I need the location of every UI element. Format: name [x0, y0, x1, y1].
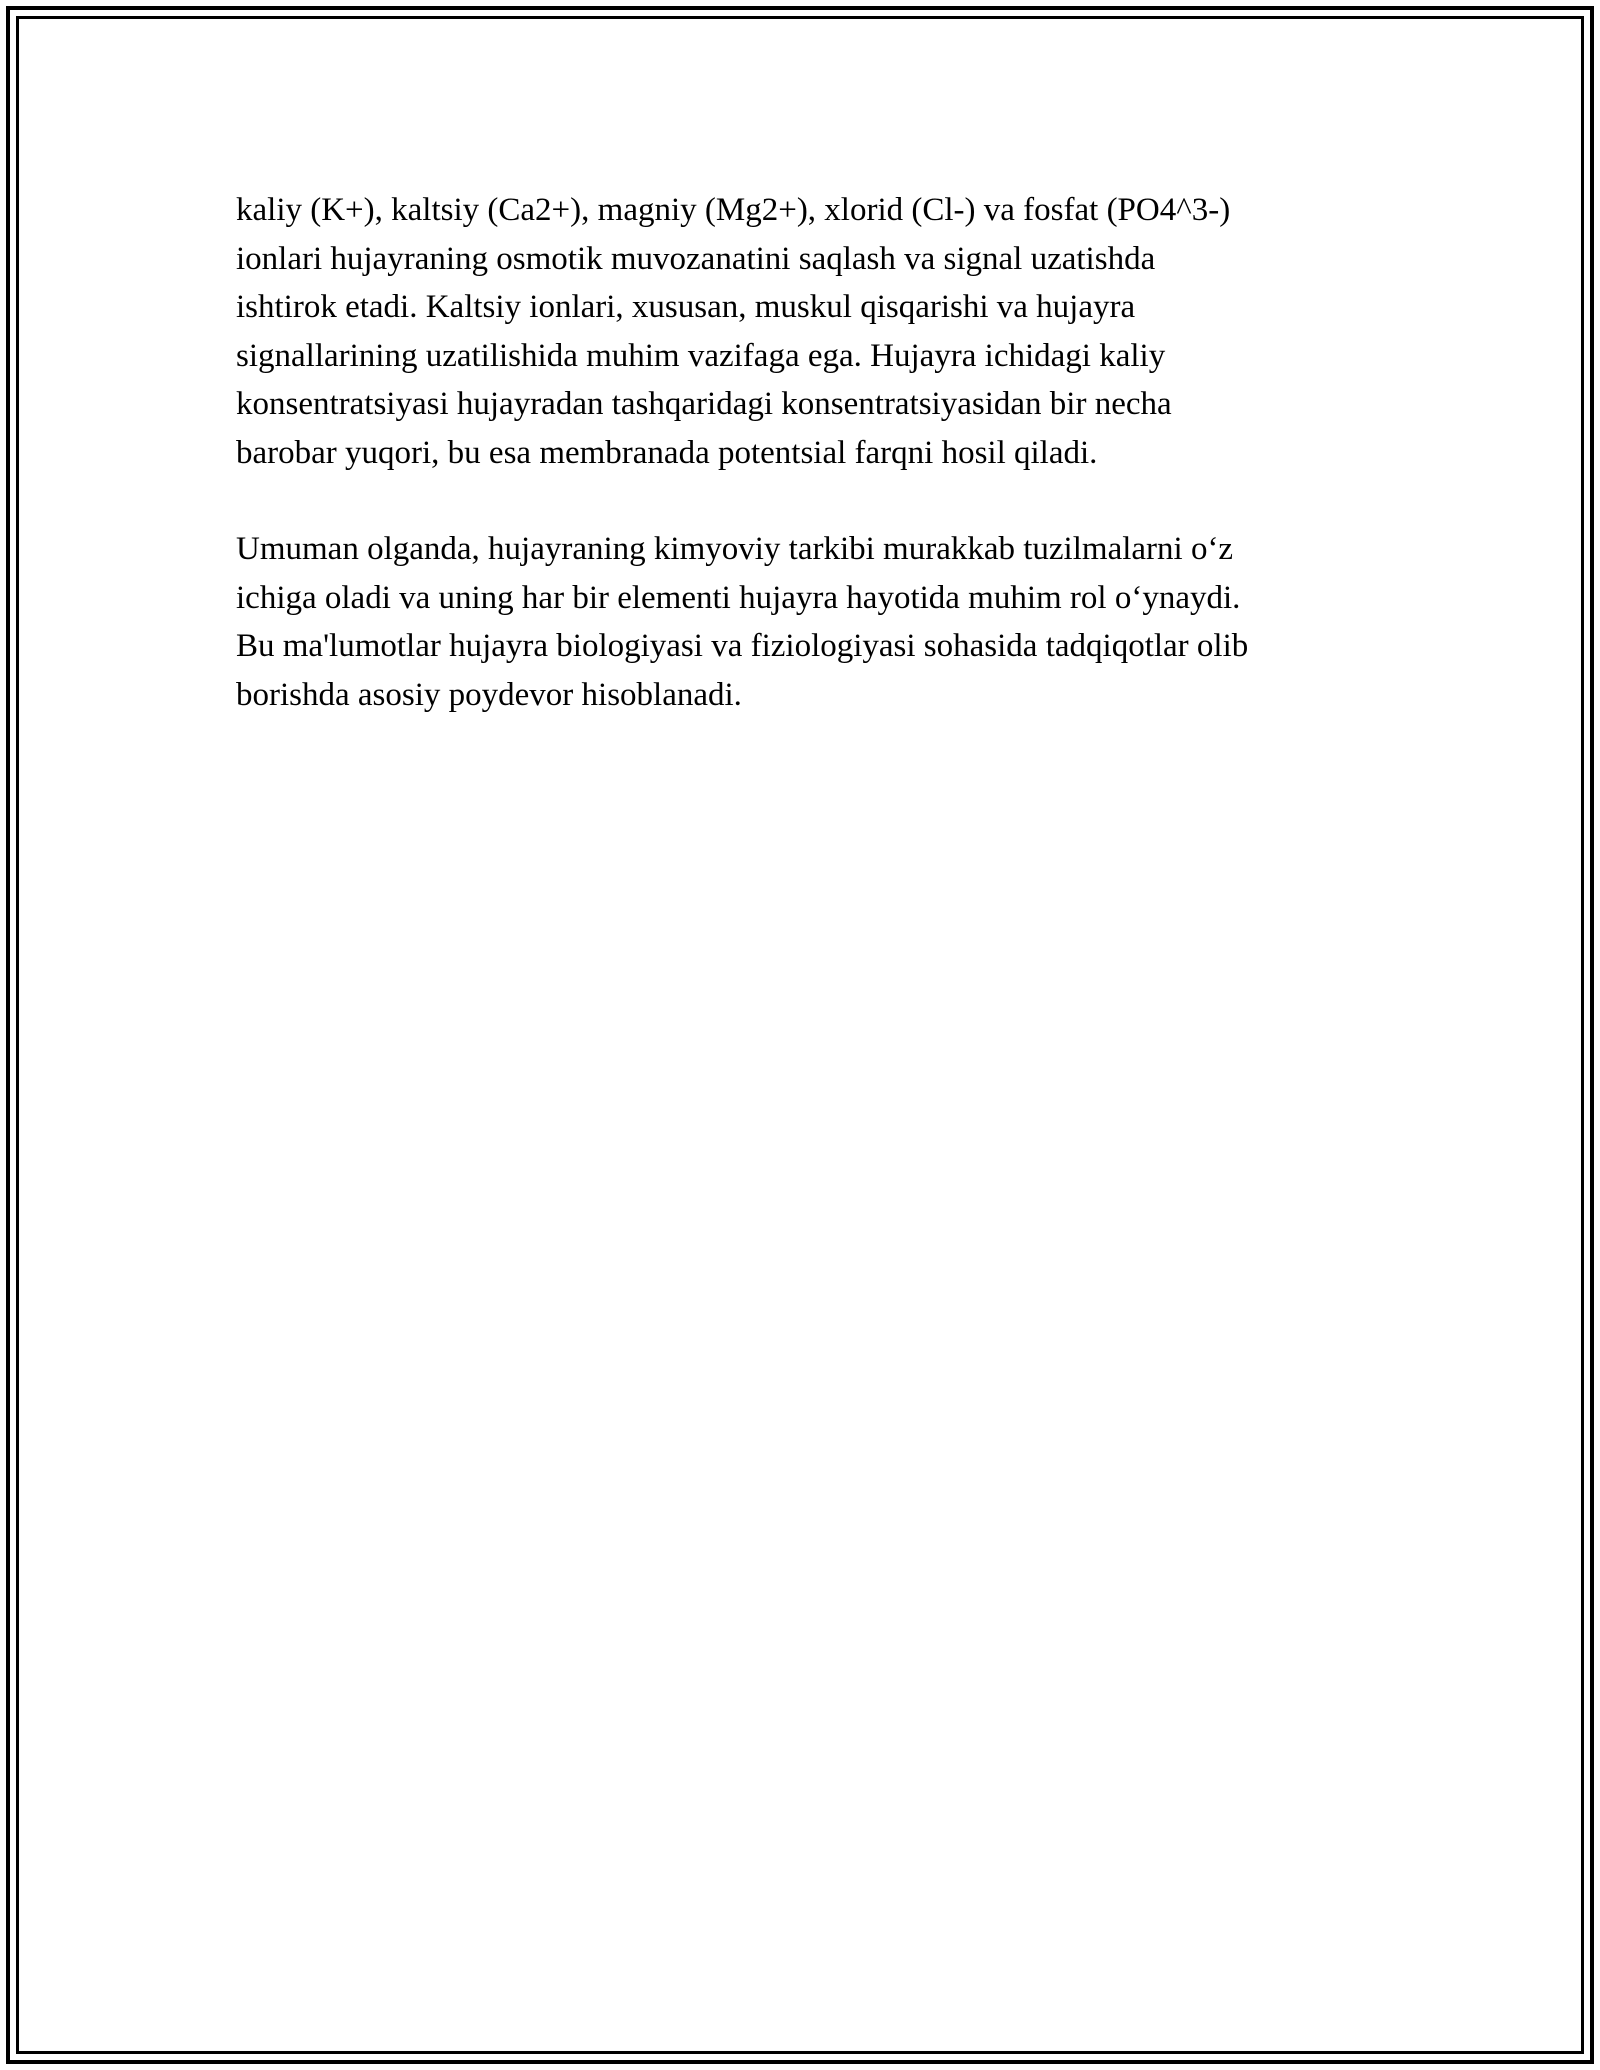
text-line: barobar yuqori, bu esa membranada potentsial farqni hosil qiladi.: [236, 434, 1098, 471]
text-line: Bu ma'lumotlar hujayra biologiyasi va fiziologiyasi sohasida tadqiqotlar olib: [236, 628, 1249, 664]
paragraph-ions: [236, 186, 1376, 477]
text-line: konsentratsiyasi hujayradan tashqaridagi konsentratsiyasidan bir necha: [236, 386, 1172, 422]
text-line: kaliy (K+), kaltsiy (Ca2+), magniy (Mg2+), xlorid (Cl-) va fosfat (PO4^3-): [236, 192, 1231, 228]
text-line: ishtirok etadi. Kaltsiy ionlari, xususan, muskul qisqarishi va hujayra: [236, 289, 1136, 325]
paragraph-summary: [236, 525, 1376, 719]
page-content: [236, 186, 1376, 719]
text-line: signallarining uzatilishida muhim vazifaga ega. Hujayra ichidagi kaliy: [236, 337, 1166, 374]
text-line: borishda asosiy poydevor hisoblanadi.: [236, 676, 742, 713]
text-line: ichiga oladi va uning har bir elementi hujayra hayotida muhim rol o‘ynaydi.: [236, 579, 1241, 616]
text-line: Umuman olganda, hujayraning kimyoviy tarkibi murakkab tuzilmalarni o‘z: [236, 531, 1234, 567]
text-line: ionlari hujayraning osmotik muvozanatini saqlash va signal uzatishda: [236, 240, 1156, 277]
